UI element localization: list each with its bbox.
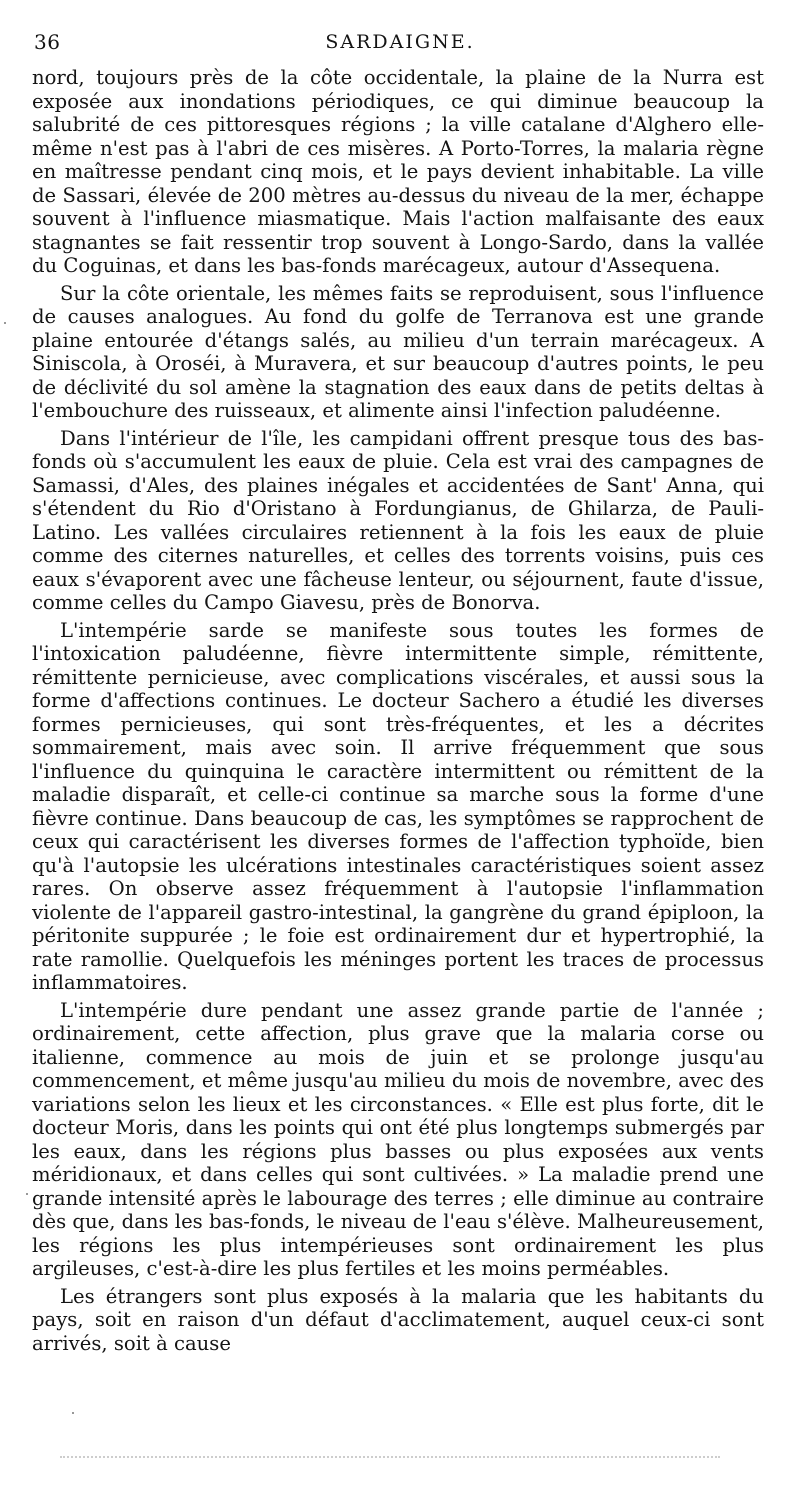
scan-speck [4, 322, 6, 324]
faint-bleed-through-line [60, 1456, 720, 1468]
paragraph-interior: Dans l'intérieur de l'île, les campidani offrent presque tous des bas-fonds où s'accumulent les eaux de pluie. Cela est vrai des campagnes de Samassi, d'Ales, des plaines inégales et accidentées de Sant' Anna, qui s'étendent du Rio d'Oristano à Fordungianus, de Ghilarza, de Pauli-Latino. Les vallées circulaires retiennent à la fois les eaux de pluie comme des citernes naturelles, et celles des torrents voisins, puis ces eaux s'évaporent avec une fâcheuse lenteur, ou séjournent, faute d'issue, comme celles du Campo Giavesu, près de Bonorva. [32, 426, 764, 614]
paragraph-foreigners: Les étrangers sont plus exposés à la malaria que les habitants du pays, soit en raison d'un défaut d'acclimatement, auquel ceux-ci sont arrivés, soit à cause [32, 1284, 764, 1355]
scan-speck [26, 1193, 28, 1195]
body-text [32, 66, 764, 1359]
paragraph-duration: L'intempérie dure pendant une assez grande partie de l'année ; ordinairement, cette affection, plus grave que la malaria corse ou italienne, commence au mois de juin et se prolonge jusqu'au commencement, et même jusqu'au milieu du mois de novembre, avec des variations selon les lieux et les circonstances. « Elle est plus forte, dit le docteur Moris, dans les points qui ont été plus longtemps submergés par les eaux, dans les régions plus basses ou plus exposées aux vents méridionaux, et dans celles qui sont cultivées. » La maladie prend une grande intensité après le labourage des terres ; elle diminue au contraire dès que, dans les bas-fonds, le niveau de l'eau s'élève. Malheureusement, les régions les plus intempérieuses sont ordinairement les plus argileuses, c'est-à-dire les plus fertiles et les moins perméables. [32, 998, 764, 1280]
paragraph-forms-of-fever: L'intempérie sarde se manifeste sous toutes les formes de l'intoxication paludéenne, fièvre intermittente simple, rémittente, rémittente pernicieuse, avec complications viscérales, et aussi sous la forme d'affections continues. Le docteur Sachero a étudié les diverses formes pernicieuses, qui sont très-fréquentes, et les a décrites sommairement, mais avec soin. Il arrive fréquemment que sous l'influence du quinquina le caractère intermittent ou rémittent de la maladie disparaît, et celle-ci continue sa marche sous la forme d'une fièvre continue. Dans beaucoup de cas, les symptômes se rapprochent de ceux qui caractérisent les diverses formes de l'affection typhoïde, bien qu'à l'autopsie les ulcérations intestinales caractéristiques soient assez rares. On observe assez fréquemment à l'autopsie l'inflammation violente de l'appareil gastro-intestinal, la gangrène du grand épiploon, la péritonite suppurée ; le foie est ordinairement dur et hypertrophié, la rate ramollie. Quelquefois les méninges portent les traces de processus inflammatoires. [32, 618, 764, 994]
page-number: 36 [34, 30, 61, 54]
paragraph-nurra-coast: nord, toujours près de la côte occidentale, la plaine de la Nurra est exposée aux inondations périodiques, ce qui diminue beaucoup la salubrité de ces pittoresques régions ; la ville catalane d'Alghero elle-même n'est pas à l'abri de ces misères. A Porto-Torres, la malaria règne en maîtresse pendant cinq mois, et le pays devient inhabitable. La ville de Sassari, élevée de 200 mètres au-dessus du niveau de la mer, échappe souvent à l'influence miasmatique. Mais l'action malfaisante des eaux stagnantes se fait ressentir trop souvent à Longo-Sardo, dans la vallée du Coguinas, et dans les bas-fonds marécageux, autour d'Assequena. [32, 66, 764, 277]
running-head [30, 30, 770, 54]
running-title: SARDAIGNE. [325, 31, 475, 53]
scan-speck [72, 1412, 74, 1414]
paragraph-eastern-coast: Sur la côte orientale, les mêmes faits se reproduisent, sous l'influence de causes analogues. Au fond du golfe de Terranova est une grande plaine entourée d'étangs salés, au milieu d'un terrain marécageux. A Siniscola, à Oroséi, à Muravera, et sur beaucoup d'autres points, le peu de déclivité du sol amène la stagnation des eaux dans de petits deltas à l'embouchure des ruisseaux, et alimente ainsi l'infection paludéenne. [32, 281, 764, 422]
